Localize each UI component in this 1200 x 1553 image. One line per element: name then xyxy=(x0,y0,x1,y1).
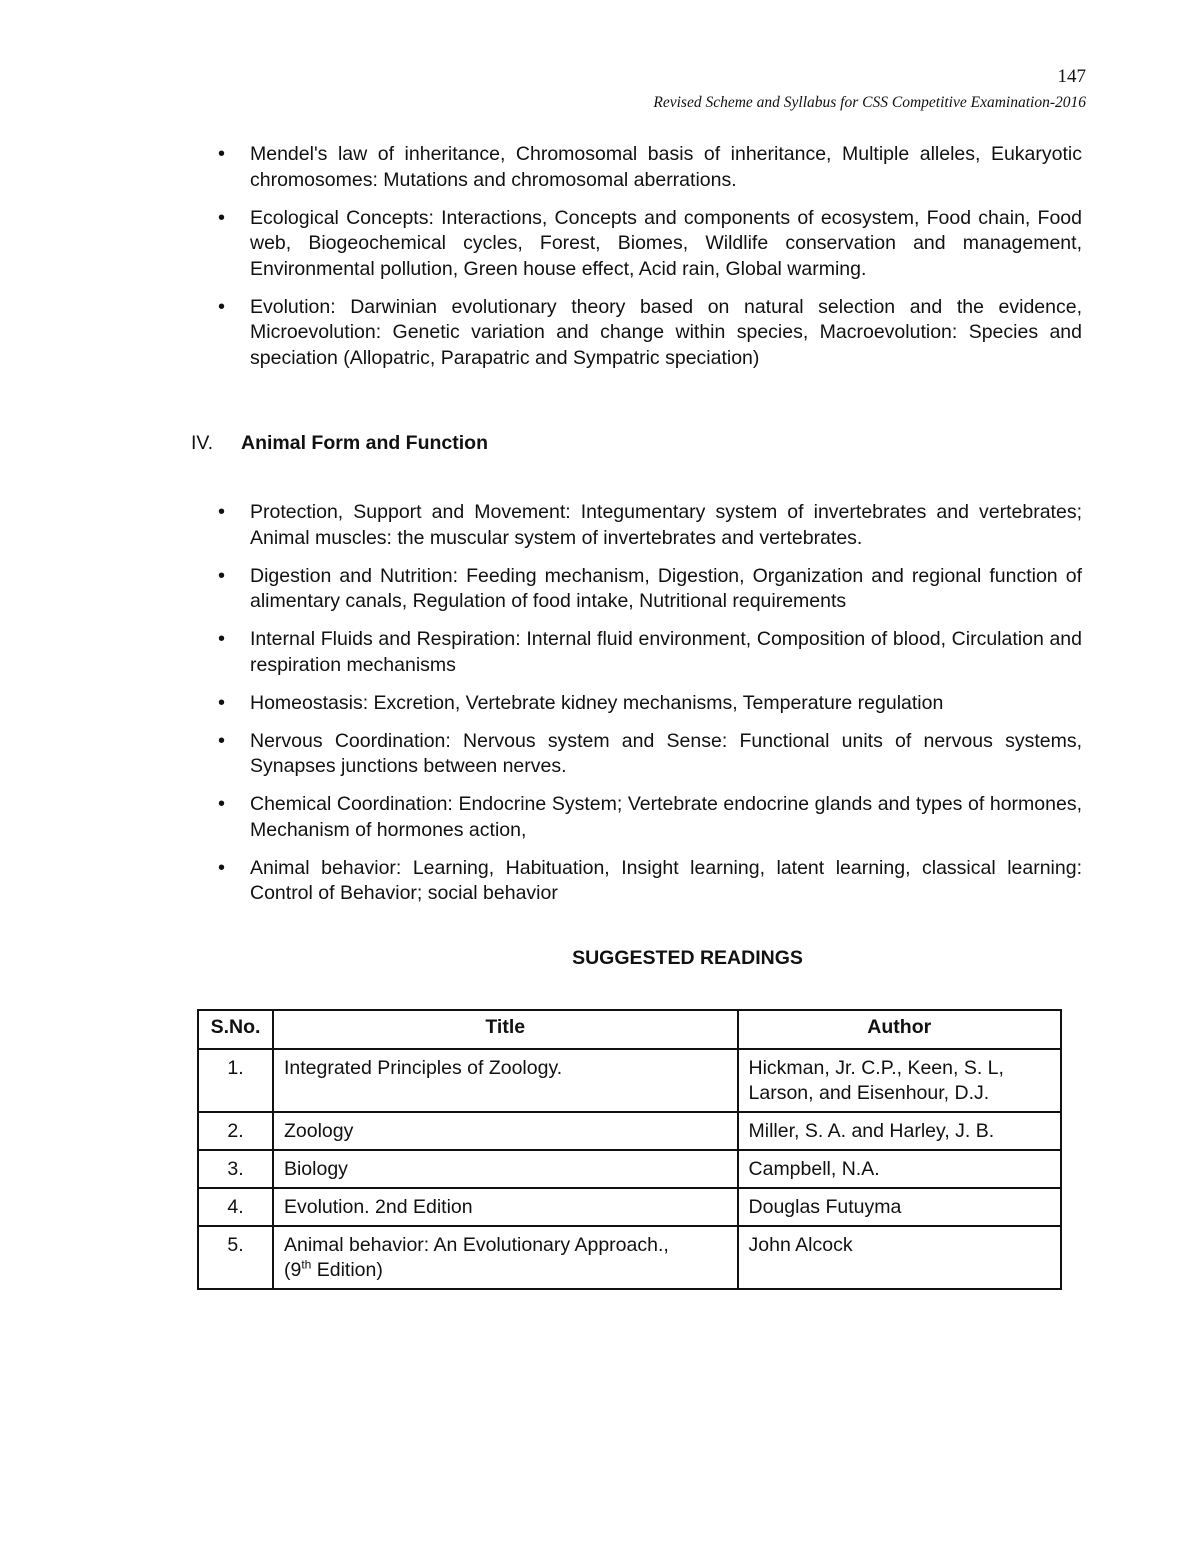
list-item xyxy=(0,142,1082,193)
topic-text: Animal behavior: Learning, Habituation, Insight learning, latent learning, classical learning: Control of Behavior; social behavior xyxy=(250,856,1082,904)
table-row xyxy=(198,1150,1061,1188)
cell-title: Zoology xyxy=(273,1112,738,1150)
cell-title xyxy=(273,1226,738,1289)
list-item xyxy=(0,729,1082,780)
bullet-icon: • xyxy=(218,295,226,318)
section-three-topic-list xyxy=(0,142,1200,384)
topic-text: Digestion and Nutrition: Feeding mechanism, Digestion, Organization and regional function of alimentary canals, Regulation of food intake, Nutritional requirements xyxy=(250,564,1082,612)
list-item xyxy=(0,500,1082,551)
cell-sno: 1. xyxy=(198,1049,273,1112)
bullet-icon: • xyxy=(218,206,226,229)
topic-text: Internal Fluids and Respiration: Internal fluid environment, Composition of blood, Circulation and respiration mechanisms xyxy=(250,628,1082,676)
column-header-sno: S.No. xyxy=(198,1010,273,1049)
topic-text: Ecological Concepts: Interactions, Concepts and components of ecosystem, Food chain, Food web, Biogeochemical cycles, Forest, Biomes, Wildlife conservation and management, Environmental pollution, Green house effect, Acid rain, Global warming. xyxy=(250,206,1082,280)
section-four-topic-list xyxy=(0,500,1200,919)
bullet-icon: • xyxy=(218,628,226,650)
cell-sno: 2. xyxy=(198,1112,273,1150)
bullet-icon: • xyxy=(218,143,226,165)
bullet-icon: • xyxy=(218,793,226,815)
cell-sno: 3. xyxy=(198,1150,273,1188)
topic-text: Nervous Coordination: Nervous system and Sense: Functional units of nervous systems, Synapses junctions between nerves. xyxy=(250,729,1082,777)
bullet-icon: • xyxy=(218,691,226,714)
section-heading xyxy=(191,432,488,455)
page-number: 147 xyxy=(1057,66,1086,87)
list-item xyxy=(0,856,1082,907)
list-item xyxy=(0,691,1082,717)
topic-text: Mendel's law of inheritance, Chromosomal basis of inheritance, Multiple alleles, Eukaryotic chromosomes: Mutations and chromosomal aberrations. xyxy=(250,143,1082,191)
cell-title: Biology xyxy=(273,1150,738,1188)
bullet-icon: • xyxy=(218,729,226,752)
table-row xyxy=(198,1188,1061,1226)
section-title: Animal Form and Function xyxy=(241,432,488,454)
list-item xyxy=(0,792,1082,843)
section-numeral: IV. xyxy=(191,432,214,454)
cell-title-text: Animal behavior: An Evolutionary Approach., xyxy=(283,1234,669,1256)
topic-text: Evolution: Darwinian evolutionary theory based on natural selection and the evidence, Microevolution: Genetic variation and change within species, Macroevolution: Species and speciation (Allopatric, Parapatric and Sympatric speciation) xyxy=(250,295,1082,369)
cell-sno: 4. xyxy=(198,1188,273,1226)
cell-sno: 5. xyxy=(198,1226,273,1289)
cell-title: Integrated Principles of Zoology. xyxy=(273,1049,738,1112)
table-header-row xyxy=(198,1010,1061,1049)
topic-text: Protection, Support and Movement: Integumentary system of invertebrates and vertebrates; Animal muscles: the muscular system of invertebrates and vertebrates. xyxy=(250,501,1082,549)
suggested-readings-heading: SUGGESTED READINGS xyxy=(572,947,803,969)
table-row xyxy=(198,1112,1061,1150)
cell-title: Evolution. 2nd Edition xyxy=(273,1188,738,1226)
cell-author: Hickman, Jr. C.P., Keen, S. L, Larson, and Eisenhour, D.J. xyxy=(738,1049,1061,1112)
edition-open: (9 xyxy=(283,1259,302,1281)
running-header: Revised Scheme and Syllabus for CSS Competitive Examination-2016 xyxy=(653,94,1086,111)
edition-close: Edition) xyxy=(311,1259,383,1281)
column-header-title: Title xyxy=(273,1010,738,1049)
cell-author: Douglas Futuyma xyxy=(738,1188,1061,1226)
list-item xyxy=(0,206,1082,283)
bullet-icon: • xyxy=(218,501,226,523)
table-row xyxy=(198,1226,1061,1289)
cell-author: John Alcock xyxy=(738,1226,1061,1289)
bullet-icon: • xyxy=(218,564,226,587)
cell-author: Campbell, N.A. xyxy=(738,1150,1061,1188)
list-item xyxy=(0,564,1082,615)
table-row xyxy=(198,1049,1061,1112)
suggested-readings-table xyxy=(197,1009,1062,1290)
list-item xyxy=(0,295,1082,372)
column-header-author: Author xyxy=(738,1010,1061,1049)
list-item xyxy=(0,627,1082,678)
topic-text: Chemical Coordination: Endocrine System; Vertebrate endocrine glands and types of hormones, Mechanism of hormones action, xyxy=(250,793,1082,841)
cell-author: Miller, S. A. and Harley, J. B. xyxy=(738,1112,1061,1150)
topic-text: Homeostasis: Excretion, Vertebrate kidney mechanisms, Temperature regulation xyxy=(250,691,944,714)
bullet-icon: • xyxy=(218,856,226,879)
edition-superscript: th xyxy=(301,1257,312,1272)
